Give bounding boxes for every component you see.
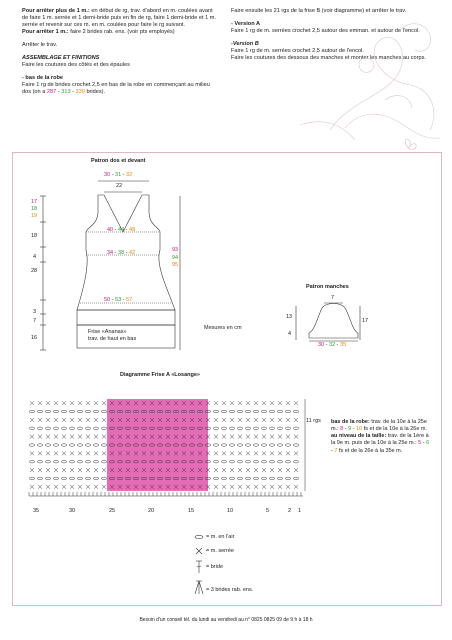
manches-title: Patron manches bbox=[306, 284, 349, 290]
measure-label: 4 bbox=[33, 254, 37, 260]
instruction-paragraph: Faire 1 rg de brides crochet 2,5 en bas de la robe en commençant au milieu dos (on a 287 - 313 - 339 brides). bbox=[22, 81, 210, 95]
hip-label: 50 - 53 - 57 bbox=[104, 297, 133, 303]
height-label-2: 94 bbox=[172, 255, 179, 261]
x-tick-label: 2 bbox=[288, 508, 292, 514]
x-tick-label: 15 bbox=[188, 508, 195, 514]
legend-dc: = bride bbox=[206, 564, 223, 570]
section-title: - Version A bbox=[231, 20, 261, 27]
double-crochet-icon bbox=[196, 561, 202, 573]
measure-label: 3 bbox=[33, 309, 37, 315]
size-label-3: 19 bbox=[31, 213, 38, 219]
measure-label: 4 bbox=[288, 331, 292, 337]
section-title: -Version B bbox=[231, 40, 259, 47]
instruction-paragraph: Pour arrêter plus de 1 m.: en début de rg, trav. d'abord en m. coulées avant de faire 1 m. serrée et 1 demi-bride puis en fin de rg, faire 1 demi-bride et 1 m. serrée et revenir sur ces m. en m. coulées pour faire le rg suivant. Pour arrêter 1 m.: faire 2 brides rab. ens. (voir pts employés) bbox=[22, 8, 217, 35]
rows-label: 11 rgs bbox=[306, 418, 321, 424]
neck-width-label: 22 bbox=[116, 183, 123, 189]
diagram-title: Diagramme Frise A «Losange» bbox=[120, 372, 200, 378]
size-label-2: 18 bbox=[31, 206, 38, 212]
bust-label: 40 - 44 - 48 bbox=[107, 227, 136, 233]
mesures-label: Mesures en cm bbox=[204, 325, 242, 331]
measure-label: 13 bbox=[286, 314, 293, 320]
instruction-paragraph: Arrêter le trav. bbox=[22, 41, 58, 48]
legend-chain: = m. en l'air bbox=[206, 534, 235, 540]
patron-title: Patron dos et devant bbox=[91, 158, 146, 164]
waist-label: 34 - 38 - 42 bbox=[107, 250, 136, 256]
height-label-3: 95 bbox=[172, 262, 179, 268]
legend-sc: = m. serrée bbox=[206, 548, 234, 554]
height-label-1: 93 bbox=[172, 247, 179, 253]
measure-label: 18 bbox=[31, 233, 38, 239]
diagram-notes: bas de la robe: trav. de la 10e à la 25e m.: 8 - 9 - 10 fs et de la 10e à la 26e m. au niveau de la taille: trav. de la 1ère à la 9e m. puis de la 10e à la 25e m.: 5 - 6 - 7 fs et de la 26e à la 35e m. bbox=[331, 419, 430, 454]
measure-label: 7 bbox=[33, 318, 37, 324]
instruction-paragraph: Faire ensuite les 21 rgs de la frise B (voir diagramme) et arrêter le trav. bbox=[231, 8, 407, 14]
measure-label: 28 bbox=[31, 268, 38, 274]
instruction-paragraph: Faire les coutures des côtés et des épaules bbox=[22, 61, 130, 68]
top-size-label: 30 - 31 - 32 bbox=[104, 172, 133, 178]
x-tick-label: 25 bbox=[109, 508, 116, 514]
section-title: - bas de la robe bbox=[22, 74, 64, 81]
three-dc-together-icon bbox=[195, 581, 203, 594]
x-tick-label: 30 bbox=[69, 508, 76, 514]
instruction-paragraph: Faire 1 rg de m. serrées crochet 2,5 autour de l'encol. bbox=[231, 47, 364, 54]
legend-dc3: = 3 brides rab. ens. bbox=[206, 587, 254, 593]
frise-label: Frise «Ananas» bbox=[88, 329, 127, 335]
x-tick-label: 35 bbox=[33, 508, 40, 514]
footer-text: Besoin d'un conseil tél. du lundi au vendredi au n° 0825 0825 09 de 9 h à 18 h bbox=[139, 617, 313, 623]
chain-stitch-icon bbox=[195, 535, 203, 538]
measure-label: 7 bbox=[331, 295, 335, 301]
instruction-paragraph: Faire les coutures des dessous des manches et monter les manches au corps. bbox=[231, 54, 426, 61]
measure-label: 17 bbox=[362, 318, 369, 324]
sleeve-width-label: 30 - 32 - 35 bbox=[318, 342, 347, 348]
instruction-paragraph: Faire 1 rg de m. serrées crochet 2,5 autour des emman. et autour de l'encol. bbox=[231, 27, 420, 34]
x-tick-label: 5 bbox=[266, 508, 270, 514]
section-title: ASSEMBLAGE ET FINITIONS bbox=[22, 54, 100, 61]
measure-label: 16 bbox=[31, 335, 38, 341]
x-tick-label: 10 bbox=[227, 508, 234, 514]
frise-label: trav. de haut en bas bbox=[88, 336, 137, 342]
size-label-1: 17 bbox=[31, 199, 38, 205]
x-tick-label: 1 bbox=[298, 508, 302, 514]
x-tick-label: 20 bbox=[148, 508, 155, 514]
single-crochet-icon bbox=[196, 548, 202, 554]
